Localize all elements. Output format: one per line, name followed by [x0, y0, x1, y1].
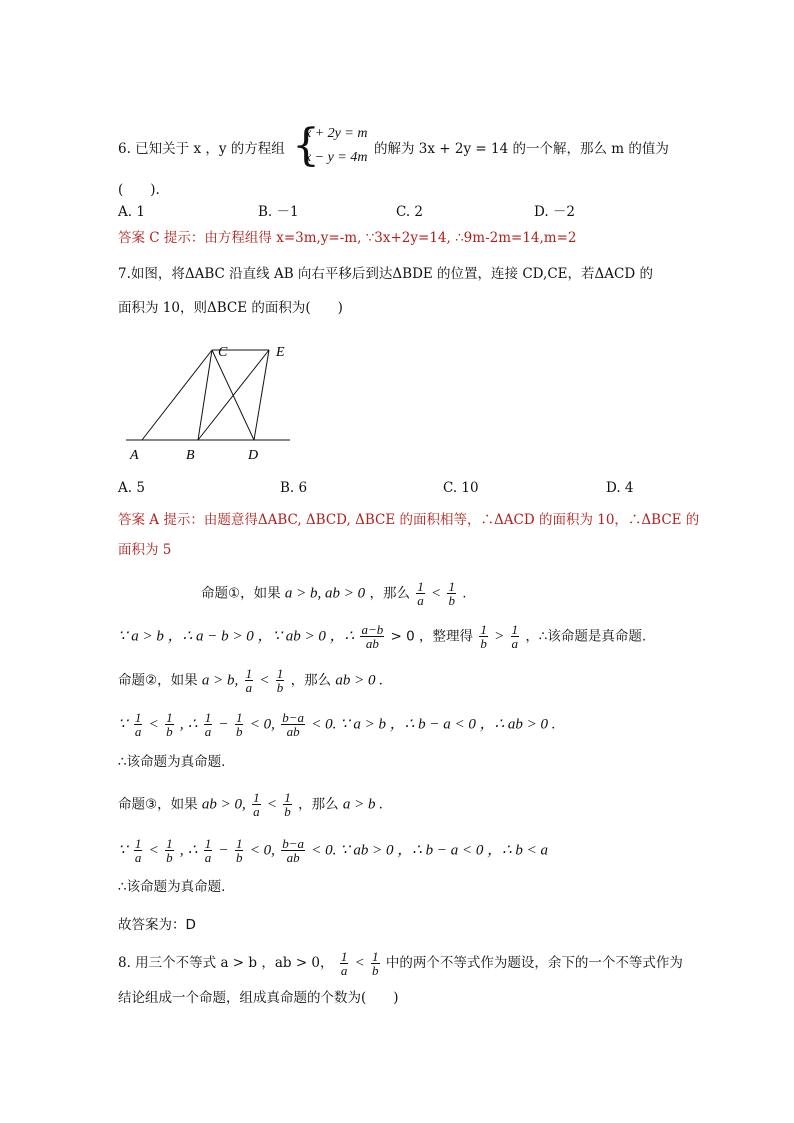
frac-den: b: [372, 963, 379, 978]
math-expr: < 0. ∵ ab > 0 ，∴ b − a < 0 ，∴ b < a: [311, 842, 549, 859]
frac-num: 1: [134, 836, 142, 851]
q7-answer-line1: 答案 A 提示：由题意得ΔABC, ΔBCD, ΔBCE 的面积相等，∴ΔACD 的面积为 10，∴ΔBCE 的: [118, 512, 700, 528]
proof-line-6: [118, 791, 383, 818]
math-expr: ∵: [118, 842, 128, 859]
proof-text: ，那么: [290, 672, 332, 689]
frac-num: 1: [448, 579, 455, 594]
q7-option-c: C. 10: [443, 480, 479, 496]
q6-answer: 答案 C 提示：由方程组得 x=3m,y=-m, ∵3x+2y=14, ∴9m-2m=14,m=2: [118, 230, 577, 246]
math-expr: −: [218, 842, 229, 859]
label-d: D: [248, 448, 259, 463]
math-expr: ∵: [118, 716, 128, 733]
math-expr: a > b,: [201, 672, 239, 689]
proof-line-8: ∴该命题为真命题.: [118, 879, 226, 895]
frac-den: a: [253, 804, 260, 819]
fraction-1-over-a: [511, 623, 520, 650]
frac-den: ab: [286, 724, 300, 739]
q8-text: 中的两个不等式作为题设，余下的一个不等式作为: [385, 955, 683, 971]
label-a: A: [130, 448, 139, 463]
proof-line-4: ∵ $\frac{1}{a}$ < $\frac{1}{b}$ , ∴ $\frac{1}{a}$ − $\frac{1}{b}$ < 0, $\frac{b-a}{ab}$ < 0. ∵ a > b ，∴ b − a < 0 ，∴ ab > 0 .: [118, 710, 556, 739]
frac-num: 1: [417, 579, 424, 594]
proof-line-5: ∴该命题为真命题.: [118, 754, 226, 770]
fraction-1-over-b: [447, 580, 456, 607]
segment-de: [254, 350, 269, 440]
translation-figure: [118, 338, 298, 463]
fraction-1-over-b: [165, 837, 174, 864]
q6-stem-start: 6. 已知关于 x ，y 的方程组: [118, 141, 285, 157]
frac-num: 1: [511, 622, 519, 637]
fraction-1-over-b: [235, 837, 244, 864]
fraction-1-over-b: [235, 711, 244, 738]
math-expr: >: [494, 628, 505, 645]
frac-num: b−a: [282, 710, 304, 725]
fraction-1-over-a: [252, 791, 261, 818]
q7-option-d: D. 4: [606, 480, 634, 496]
frac-den: b: [284, 804, 291, 819]
q7-answer-line2: 面积为 5: [118, 542, 172, 558]
q8-text: 8. 用三个不等式 a > b ，ab > 0，: [118, 955, 334, 971]
math-expr: <: [354, 955, 365, 971]
brace-symbol: {: [292, 120, 320, 171]
frac-den: a: [511, 636, 519, 651]
proof-text: ，那么: [298, 796, 339, 813]
frac-num: 1: [204, 710, 212, 725]
proof-text: ，∴该命题是真命题.: [525, 628, 647, 645]
fraction-1-over-b: [276, 667, 285, 694]
fraction-1-over-b: [283, 791, 292, 818]
proof-text: 命题②，如果: [118, 672, 198, 689]
math-expr: −: [218, 716, 229, 733]
label-b: B: [186, 448, 195, 463]
fraction-1-over-b: [479, 623, 488, 650]
frac-num: 1: [235, 836, 243, 851]
label-c: C: [218, 345, 228, 360]
math-expr: ab > 0,: [201, 796, 246, 813]
fraction-1-over-a: [204, 837, 213, 864]
label-e: E: [276, 345, 285, 360]
frac-den: ab: [286, 850, 300, 865]
frac-den: b: [235, 850, 243, 865]
frac-den: ab: [365, 636, 379, 651]
math-expr: <: [148, 842, 159, 859]
proof-text: 命题①，如果: [201, 585, 281, 602]
segment-bc: [198, 350, 212, 440]
math-expr: <: [431, 585, 442, 602]
frac-num: 1: [166, 710, 173, 725]
frac-num: 1: [166, 836, 173, 851]
fraction-b-minus-a-over-ab: [281, 837, 305, 864]
proof-line-7: ∵ $\frac{1}{a}$ < $\frac{1}{b}$ , ∴ $\frac{1}{a}$ − $\frac{1}{b}$ < 0, $\frac{b-a}{ab}$ < 0. ∵ ab > 0 ，∴ b − a < 0 ，∴ b < a: [118, 836, 549, 865]
q6-stem-end: 的解为 3x + 2y = 14 的一个解，那么 m 的值为: [374, 141, 669, 157]
q6-option-d: D. －2: [534, 204, 576, 220]
frac-num: 1: [276, 666, 284, 681]
q6-paren: ( ).: [118, 182, 160, 198]
math-expr: a > b .: [342, 796, 384, 813]
frac-num: a−b: [361, 622, 384, 637]
q6-option-c: C. 2: [396, 204, 424, 220]
frac-den: b: [448, 593, 455, 608]
math-expr: a > b, ab > 0: [284, 585, 366, 602]
frac-num: 1: [284, 790, 291, 805]
frac-num: 1: [245, 666, 253, 681]
frac-den: a: [417, 593, 424, 608]
proof-line-1: 命题①，如果 a > b, ab > 0 ，那么 $\frac{1}{a}$ < $\frac{1}{b}$ .: [201, 579, 467, 608]
frac-num: b−a: [282, 836, 304, 851]
math-expr: ab > 0 .: [335, 672, 384, 689]
frac-den: b: [166, 850, 173, 865]
q6-option-a: A. 1: [118, 204, 145, 220]
equation-2: x − y = 4m: [305, 150, 368, 165]
q7-stem-line1: 7.如图，将ΔABC 沿直线 AB 向右平移后到达ΔBDE 的位置，连接 CD,CE，若ΔACD 的: [118, 266, 653, 282]
fraction-b-minus-a-over-ab: [281, 711, 305, 738]
frac-den: a: [204, 724, 212, 739]
fraction-1-over-a: [245, 667, 254, 694]
fraction-1-over-b: [371, 950, 380, 977]
frac-den: a: [340, 963, 348, 978]
frac-num: 1: [235, 710, 243, 725]
q7-stem-line2: 面积为 10，则ΔBCE 的面积为( ): [118, 300, 343, 316]
q6-option-b: B. －1: [258, 204, 299, 220]
q7-option-b: B. 6: [280, 480, 308, 496]
math-expr: <: [148, 716, 159, 733]
frac-den: a: [134, 850, 142, 865]
math-expr: < 0,: [249, 842, 275, 859]
frac-num: 1: [134, 710, 142, 725]
fraction-1-over-a: [134, 837, 143, 864]
math-expr: < 0. ∵ a > b ，∴ b − a < 0 ，∴ ab > 0 .: [311, 716, 556, 733]
math-expr: < 0,: [249, 716, 275, 733]
fraction-1-over-a: [134, 711, 143, 738]
frac-num: 1: [340, 949, 348, 964]
math-expr: <: [266, 796, 277, 813]
frac-den: a: [245, 680, 253, 695]
fraction-1-over-a: [204, 711, 213, 738]
q8-stem-line1: [118, 950, 683, 977]
q7-option-a: A. 5: [118, 480, 145, 496]
proof-text: > 0 ，整理得: [390, 628, 474, 645]
frac-num: 1: [372, 949, 379, 964]
fraction-a-minus-b-over-ab: [360, 623, 384, 650]
frac-num: 1: [480, 622, 487, 637]
math-expr: ,: [179, 842, 184, 859]
fraction-1-over-a: [340, 950, 349, 977]
frac-den: b: [276, 680, 284, 695]
q8-stem-line2: 结论组成一个命题，组成真命题的个数为( ): [118, 990, 399, 1006]
frac-den: b: [480, 636, 487, 651]
proof-text: ，那么: [369, 585, 410, 602]
proof-text: 命题③，如果: [118, 796, 198, 813]
math-expr: <: [259, 672, 270, 689]
math-expr: ∵ a > b ，∴ a − b > 0 ，∵ ab > 0 ，∴: [118, 628, 355, 645]
proof-line-3: [118, 667, 383, 694]
segment-ac: [142, 350, 212, 440]
proof-line-2: [118, 623, 646, 650]
segment-be: [198, 350, 269, 440]
math-expr: ,: [179, 716, 184, 733]
final-answer: 故答案为：D: [118, 917, 196, 933]
frac-num: 1: [253, 790, 260, 805]
fraction-1-over-b: [165, 711, 174, 738]
frac-den: a: [134, 724, 142, 739]
frac-den: b: [166, 724, 173, 739]
fraction-1-over-a: [416, 580, 425, 607]
frac-den: a: [204, 850, 212, 865]
frac-num: 1: [204, 836, 212, 851]
equation-1: x + 2y = m: [305, 126, 368, 141]
frac-den: b: [235, 724, 243, 739]
